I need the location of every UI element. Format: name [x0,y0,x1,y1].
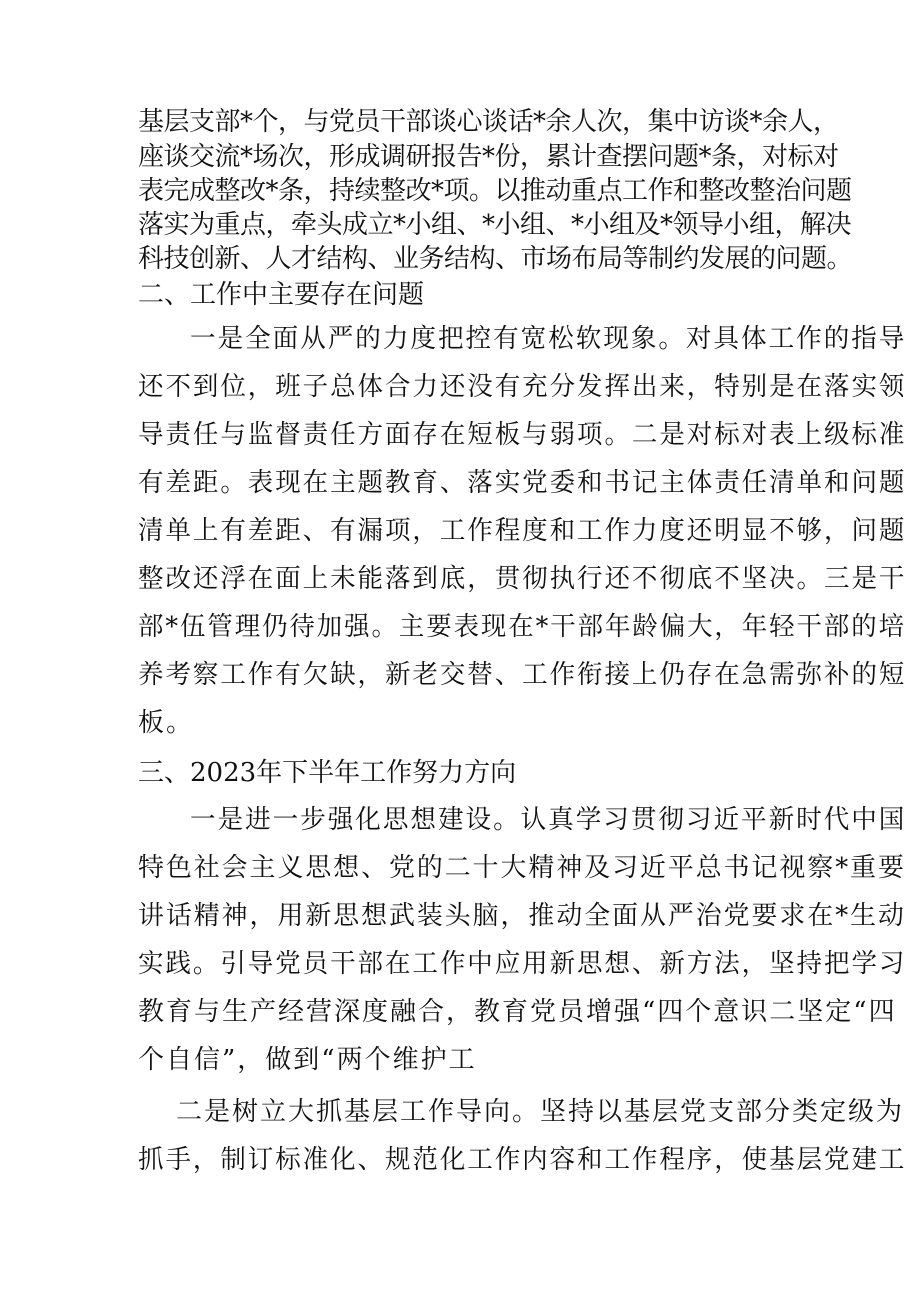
text-line: 养考察工作有欠缺，新老交替、工作衔接上仍存在急需弥补的短 [138,660,907,690]
text-line: 实践。引导党员干部在工作中应用新思想、新方法，坚持把学习 [138,949,907,979]
text-line: 特色社会主义思想、党的二十大精神及习近平总书记视察*重要 [138,853,906,883]
text-line: 落实为重点，牵头成立*小组、*小组、*小组及*领导小组，解决 [138,210,852,240]
text-line: 座谈交流*场次，形成调研报告*份，累计查摆问题*条，对标对 [138,142,839,172]
text-line: 清单上有差距、有漏项，工作程度和工作力度还明显不够，问题 [138,516,907,546]
text-line: 教育与生产经营深度融合，教育党员增强“四个意识二坚定“四 [138,997,897,1027]
text-line: 二是树立大抓基层工作导向。坚持以基层党支部分类定级为 [176,1097,905,1127]
text-line: 有差距。表现在主题教育、落实党委和书记主体责任清单和问题 [138,468,907,498]
text-line: 导责任与监督责任方面存在短板与弱项。二是对标对表上级标准 [138,420,907,450]
text-line: 一是进一步强化思想建设。认真学习贯彻习近平新时代中国 [190,805,907,835]
text-line: 科技创新、人才结构、业务结构、市场布局等制约发展的问题。 [138,244,853,274]
text-line: 抓手，制订标准化、规范化工作内容和工作程序，使基层党建工 [138,1145,907,1175]
text-line: 整改还浮在面上未能落到底，贯彻执行还不彻底不坚决。三是干 [138,564,907,594]
text-line: 表完成整改*条，持续整改*项。以推动重点工作和整改整治问题 [138,176,852,206]
section-heading-3: 三、2023年下半年工作努力方向 [138,758,517,788]
text-line: 部*伍管理仍待加强。主要表现在*干部年龄偏大，年轻干部的培 [138,612,906,642]
text-line: 还不到位，班子总体合力还没有充分发挥出来，特别是在落实领 [138,372,907,402]
text-line: 基层支部*个，与党员干部谈心谈话*余人次，集中访谈*余人， [138,107,839,137]
section-heading-2: 二、工作中主要存在问题 [138,280,425,310]
text-line: 一是全面从严的力度把控有宽松软现象。对具体工作的指导 [190,324,907,354]
text-line: 讲话精神，用新思想武装头脑，推动全面从严治党要求在*生动 [138,901,906,931]
text-line: 板。 [138,708,195,738]
text-line: 个自信”，做到“两个维护工 [138,1045,477,1075]
